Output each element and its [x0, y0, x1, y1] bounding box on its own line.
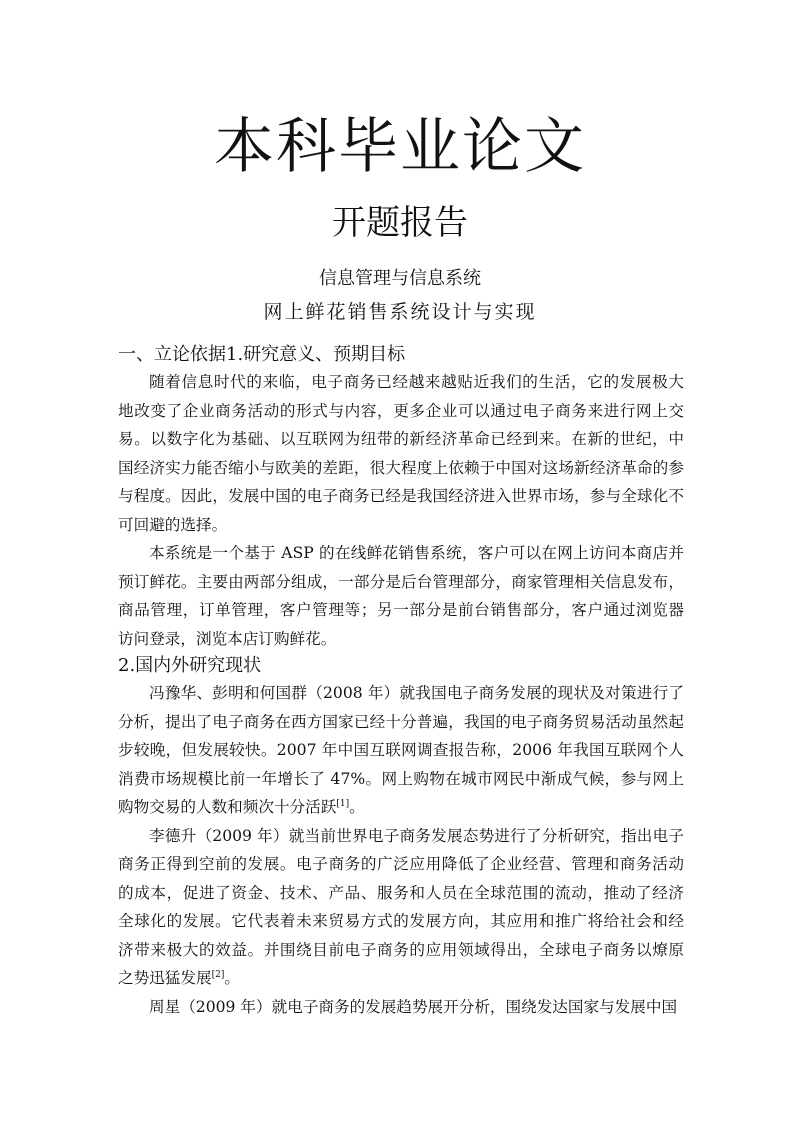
paragraph-significance: 随着信息时代的来临，电子商务已经越来越贴近我们的生活，它的发展极大 地改变了企业商务活动的形式与内容，更多企业可以通过电子商务来进行网上交易。以数字化为基础、以互联网为纽带的新经济革命已经到来。在新的世纪，中 国经济实力能否缩小与欧美的差距，很大程度上依赖于中国对这场新经济革命的参与程度。因此，发展中国的电子商务已经是我国经济进入世界市场，参与全球化不可回避的选择。	[118, 373, 684, 534]
paragraph-zhou-xing: 周星（2009 年）就电子商务的发展趋势展开分析，围绕发达国家与发展中国	[149, 997, 678, 1016]
paragraph-li-desheng	[118, 822, 684, 993]
paragraph-system-overview: 本系统是一个基于 ASP 的在线鲜花销售系统，客户可以在网上访问本商店并 预订鲜花。主要由两部分组成，一部分是后台管理部分，商家管理相关信息发布， 商品管理，订单管理，客户管理等；另一部分是前台销售部分，客户通过浏览器 访问登录，浏览本店订购鲜花。	[118, 544, 684, 648]
thesis-title: 本科毕业论文	[214, 112, 586, 182]
thesis-topic: 网上鲜花销售系统设计与实现	[263, 301, 537, 323]
section-heading-research-status: 2.国内外研究现状	[118, 655, 262, 676]
citation-ref: [1]	[336, 798, 350, 809]
citation-ref: [2]	[211, 969, 225, 980]
document-body	[118, 342, 684, 1021]
paragraph-end: 。	[224, 969, 240, 987]
paragraph-end: 。	[349, 798, 365, 816]
paragraph-feng-yuhua	[118, 679, 684, 822]
paragraph-text: 李德升（2009 年）就当前世界电子商务发展态势进行了分析研究，指出电子商务正得到空前的发展。电子商务的广泛应用降低了企业经营、管理和商务活动 的成本，促进了资金、技术、产品、服务和人员在全球范围的流动，推动了经济 全球化的发展。它代表着未来贸易方式的发展方向，其应用和推广将给社会和经 济带来极大的效益。并围绕目前电子商务的应用领域得出，全球电子商务以燎原 之势迅猛发展	[118, 826, 684, 987]
section-heading-basis: 一、立论依据1.研究意义、预期目标	[118, 344, 406, 365]
paragraph-text: 冯豫华、彭明和何国群（2008 年）就我国电子商务发展的现状及对策进行了分析，提出了电子商务在西方国家已经十分普遍，我国的电子商务贸易活动虽然起步较晚，但发展较快。2007 年中国互联网调查报告称，2006 年我国互联网个人 消费市场规模比前一年增长了 47%。网上购物在城市网民中渐成气候，参与网上 购物交易的人数和频次十分活跃	[118, 684, 684, 816]
major-name: 信息管理与信息系统	[319, 268, 481, 289]
report-subtitle: 开题报告	[332, 203, 468, 243]
